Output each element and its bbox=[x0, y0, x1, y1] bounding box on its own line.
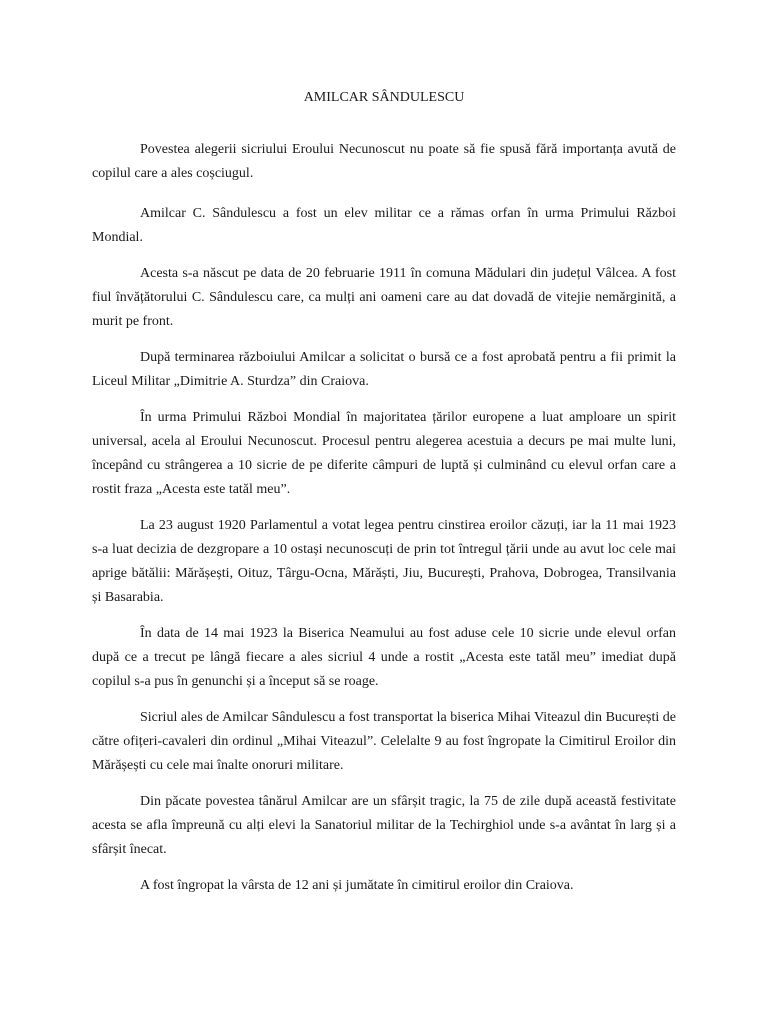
paragraph-1: Povestea alegerii sicriului Eroului Necunoscut nu poate să fie spusă fără importanța avută de copilul care a ales coșciugul. bbox=[92, 142, 676, 181]
paragraph-6: La 23 august 1920 Parlamentul a votat legea pentru cinstirea eroilor căzuți, iar la 11 mai 1923 s-a luat decizia de dezgropare a 10 ostași necunoscuți de prin tot întregul țării unde au avut loc cele mai aprige bătălii: Mărășești, Oituz, Târgu-Ocna, Mărăști, Jiu, București, Prahova, Dobrogea, Transilvania și Basarabia. bbox=[92, 518, 676, 605]
paragraph-7: În data de 14 mai 1923 la Biserica Neamului au fost aduse cele 10 sicrie unde elevul orfan după ce a trecut pe lângă fiecare a ales sicriul 4 unde a rostit „Acesta este tatăl meu” imediat după copilul s-a pus în genunchi și a început să se roage. bbox=[92, 626, 676, 689]
paragraph-5: În urma Primului Război Mondial în majoritatea țărilor europene a luat amploare un spirit universal, acela al Eroului Necunoscut. Procesul pentru alegerea acestuia a decurs pe mai multe luni, începând cu strângerea a 10 sicrie de pe diferite câmpuri de luptă și culminând cu elevul orfan care a rostit fraza „Acesta este tatăl meu”. bbox=[92, 410, 676, 497]
paragraph-10: A fost îngropat la vârsta de 12 ani și jumătate în cimitirul eroilor din Craiova. bbox=[140, 878, 574, 893]
paragraph-4: După terminarea războiului Amilcar a solicitat o bursă ce a fost aprobată pentru a fii primit la Liceul Militar „Dimitrie A. Sturdza” din Craiova. bbox=[92, 350, 676, 389]
document-title: AMILCAR SÂNDULESCU bbox=[303, 90, 465, 105]
paragraph-9: Din păcate povestea tânărul Amilcar are un sfârșit tragic, la 75 de zile după această festivitate acesta se afla împreună cu alți elevi la Sanatoriul militar de la Techirghiol unde s-a avântat în larg și a sfârșit înecat. bbox=[92, 794, 676, 857]
paragraph-2: Amilcar C. Sândulescu a fost un elev militar ce a rămas orfan în urma Primului Război Mondial. bbox=[92, 206, 676, 245]
paragraph-8: Sicriul ales de Amilcar Sândulescu a fost transportat la biserica Mihai Viteazul din București de către ofițeri-cavaleri din ordinul „Mihai Viteazul”. Celelalte 9 au fost îngropate la Cimitirul Eroilor din Mărășești cu cele mai înalte onoruri militare. bbox=[92, 710, 676, 773]
paragraph-3: Acesta s-a născut pe data de 20 februarie 1911 în comuna Mădulari din județul Vâlcea. A fost fiul învățătorului C. Sândulescu care, ca mulți ani oameni care au dat dovadă de vitejie nemărginită, a murit pe front. bbox=[92, 266, 676, 329]
